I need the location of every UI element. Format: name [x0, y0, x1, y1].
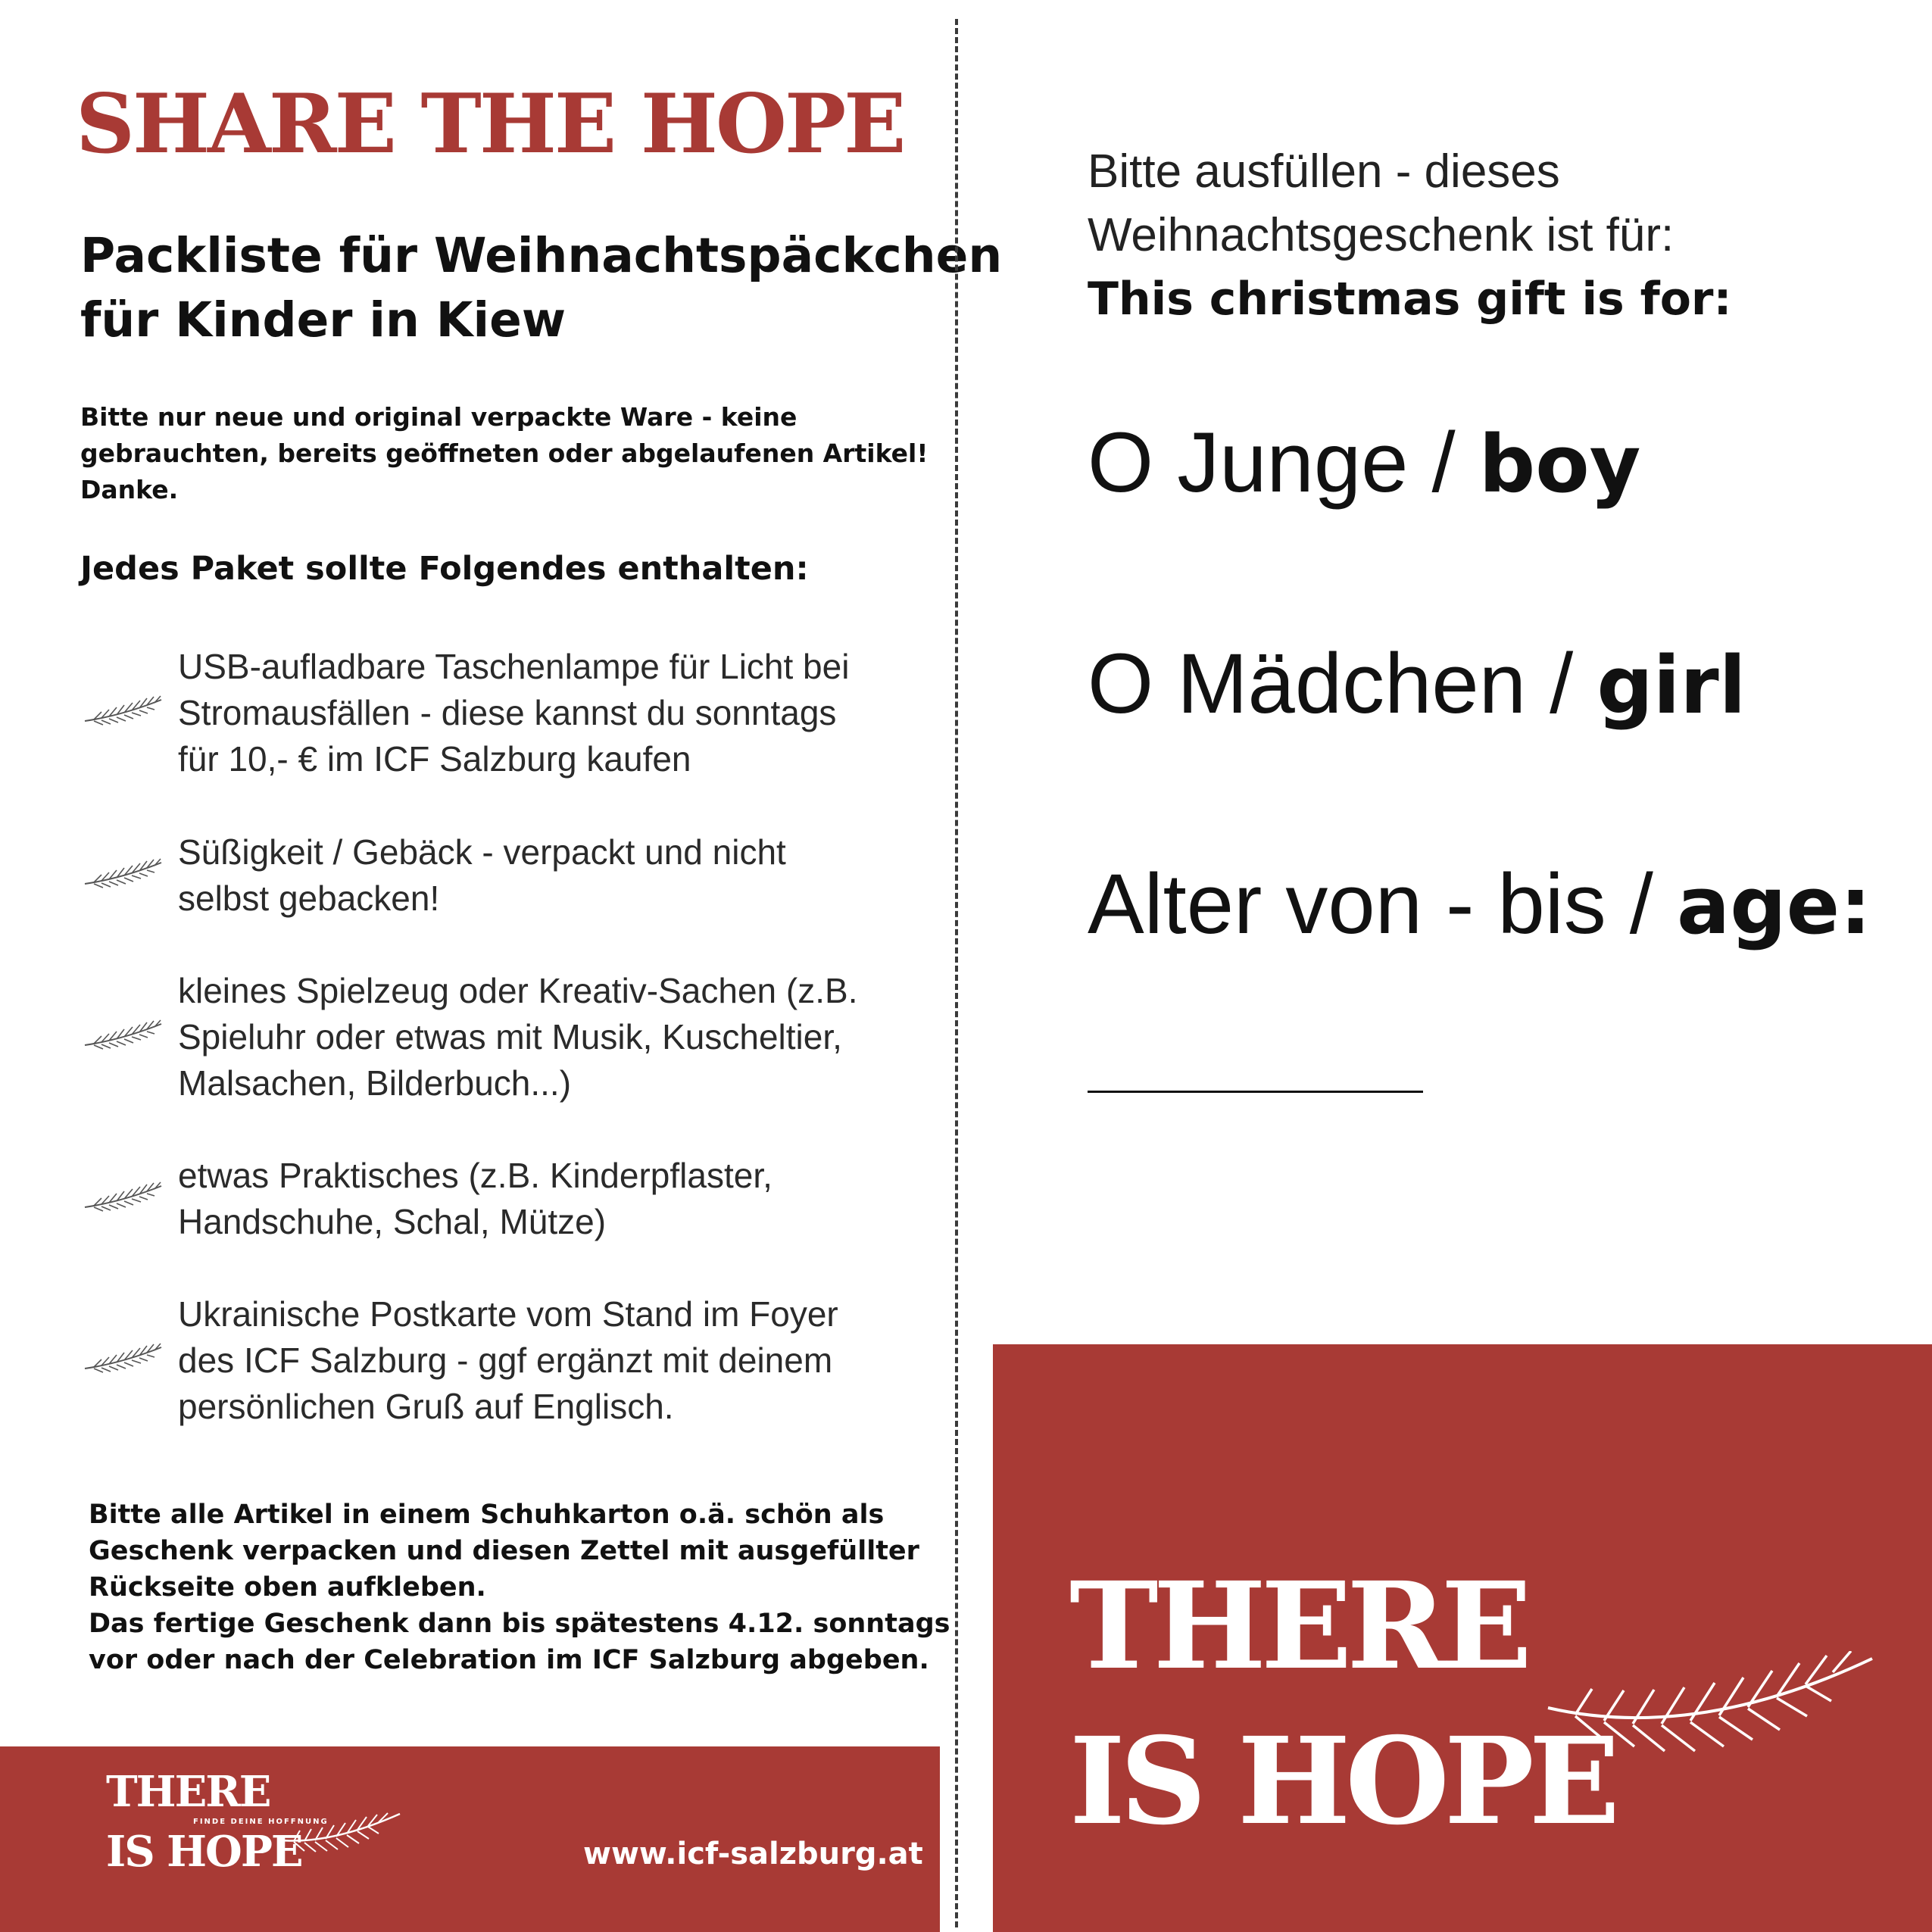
item-line: etwas Praktisches (z.B. Kinderpflaster,: [178, 1156, 772, 1195]
instruction-line: Rückseite oben aufkleben.: [89, 1572, 486, 1603]
list-item: [83, 1153, 879, 1251]
item-text: [178, 1153, 772, 1245]
item-line: Handschuhe, Schal, Mütze): [178, 1202, 607, 1241]
brand-title: SHARE THE HOPE: [76, 76, 904, 172]
heading-line: Packliste für Weihnachtspäckchen: [80, 228, 1003, 283]
leaf-icon: [83, 1338, 163, 1376]
leaf-icon: [83, 854, 163, 891]
item-text: [178, 644, 849, 782]
there-is-hope-logo-large: [1069, 1549, 1615, 1859]
item-line: persönlichen Gruß auf Englisch.: [178, 1387, 674, 1426]
item-line: des ICF Salzburg - ggf ergänzt mit deinem: [178, 1341, 833, 1380]
item-line: USB-aufladbare Taschenlampe für Licht bei: [178, 647, 850, 686]
option-label-en: boy: [1478, 418, 1641, 510]
leaf-icon: [1545, 1651, 1878, 1780]
label-line: Weihnachtsgeschenk ist für:: [1088, 209, 1675, 261]
label-line: Bitte ausfüllen - dieses: [1088, 145, 1560, 198]
item-line: selbst gebacken!: [178, 879, 440, 918]
age-field-label: [1088, 857, 1871, 952]
logo-line: THERE: [1069, 1556, 1528, 1696]
list-item: [83, 1291, 879, 1435]
logo-line: THERE: [106, 1767, 270, 1817]
fold-divider: [955, 19, 958, 1927]
instruction-line: Bitte alle Artikel in einem Schuhkarton o.ä. schön als: [89, 1500, 885, 1530]
list-item: [83, 829, 879, 928]
option-boy[interactable]: [1088, 415, 1641, 510]
recipient-label: [1088, 140, 1732, 331]
age-label-en: age:: [1677, 860, 1871, 952]
item-line: Süßigkeit / Gebäck - verpackt und nicht: [178, 832, 786, 872]
note-line: gebrauchten, bereits geöffneten oder abgelaufenen Artikel!: [80, 439, 929, 468]
leaf-icon: [83, 1177, 163, 1215]
item-line: Ukrainische Postkarte vom Stand im Foyer: [178, 1294, 838, 1334]
option-label-en: girl: [1596, 639, 1746, 732]
item-line: Stromausfällen - diese kannst du sonntags: [178, 693, 837, 732]
item-text: [178, 968, 857, 1106]
instruction-line: vor oder nach der Celebration im ICF Salzburg abgeben.: [89, 1645, 929, 1675]
option-girl[interactable]: [1088, 636, 1746, 732]
option-label-de: O Mädchen /: [1088, 636, 1597, 731]
page-heading: [80, 223, 1002, 352]
instruction-line: Geschenk verpacken und diesen Zettel mit ausgefüllter: [89, 1536, 919, 1566]
leaf-icon: [83, 691, 163, 729]
item-text: [178, 829, 786, 922]
contents-subheading: Jedes Paket sollte Folgendes enthalten:: [80, 550, 809, 588]
item-text: [178, 1291, 838, 1430]
item-line: Spieluhr oder etwas mit Musik, Kuscheltier,: [178, 1017, 842, 1057]
age-answer-line[interactable]: [1088, 1091, 1423, 1093]
heading-line: für Kinder in Kiew: [80, 292, 566, 348]
item-line: für 10,- € im ICF Salzburg kaufen: [178, 739, 691, 779]
item-line: Malsachen, Bilderbuch...): [178, 1063, 572, 1103]
note-line: Danke.: [80, 475, 179, 504]
leaf-icon: [279, 1810, 404, 1863]
label-line-english: This christmas gift is for:: [1088, 273, 1732, 326]
item-line: kleines Spielzeug oder Kreativ-Sachen (z.B.: [178, 971, 858, 1010]
packing-instructions: [89, 1497, 950, 1678]
logo-line: IS HOPE: [106, 1827, 302, 1877]
condition-note: [80, 399, 929, 508]
logo-tagline: FINDE DEINE HOFFNUNG: [193, 1818, 329, 1826]
leaf-icon: [83, 1015, 163, 1053]
instruction-line: Das fertige Geschenk dann bis spätestens 4.12. sonntags: [89, 1609, 950, 1639]
logo-line: IS HOPE: [1069, 1712, 1615, 1852]
list-item: [83, 968, 879, 1112]
website-link[interactable]: www.icf-salzburg.at: [583, 1837, 923, 1871]
option-label-de: O Junge /: [1088, 415, 1479, 510]
list-item: [83, 644, 879, 788]
age-label-de: Alter von - bis /: [1088, 857, 1678, 951]
note-line: Bitte nur neue und original verpackte Ware - keine: [80, 402, 797, 432]
